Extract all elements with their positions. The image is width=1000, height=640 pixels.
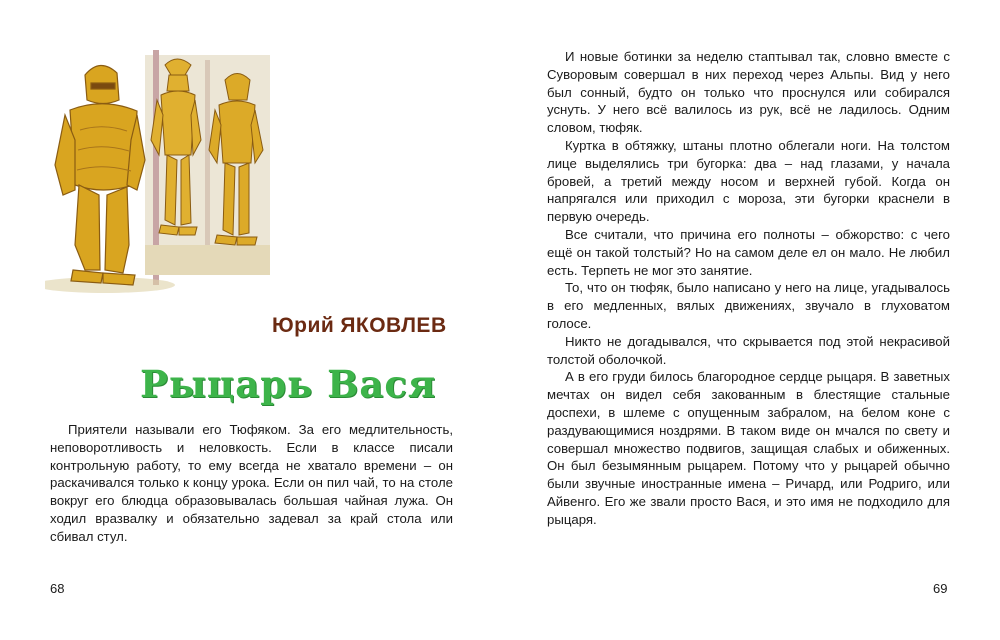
knight-armor-illustration bbox=[45, 45, 275, 293]
paragraph: Куртка в обтяжку, штаны плотно облегали ноги. На толстом лице выделялись три бугорка: два – над глазами, у начала бровей, а третий между носом и верхней губой. Когда он напрягался или приходил с мороза, эти бугорки краснели в первую очередь. bbox=[547, 137, 950, 225]
page-number-right: 69 bbox=[933, 581, 948, 596]
author-last-name: ЯКОВЛЕВ bbox=[340, 314, 447, 337]
paragraph: Никто не догадывался, что скрывается под этой некрасивой толстой оболочкой. bbox=[547, 333, 950, 367]
paragraph: Все считали, что причина его полноты – обжорство: с чего ещё он такой толстый? Но на самом деле ел он мало. Не любил есть. Терпеть не мог это занятие. bbox=[547, 226, 950, 278]
paragraph: То, что он тюфяк, было написано у него на лице, угадывалось в его медленных, вялых движениях, звучало в глуховатом голосе. bbox=[547, 280, 950, 331]
left-body-text bbox=[50, 421, 453, 546]
paragraph: Приятели называли его Тюфяком. За его медлительность, неповоротливость и неловкость. Если в классе писали контрольную работу, то ему всегда не хватало времени – он раскачивался только к концу урока. Если он пил чай, то на столе вокруг его блюдца образовывалась большая чайная лужа. Он ходил вразвалку и обязательно задевал за край стола или сбивал стул. bbox=[50, 422, 453, 544]
author-name bbox=[272, 314, 447, 338]
right-page bbox=[500, 0, 1000, 640]
author-first-name: Юрий bbox=[272, 314, 335, 337]
paragraph: И новые ботинки за неделю стаптывал так, словно вместе с Суворовым совершал в них переход через Альпы. Вид у него был сонный, будто он только что проснулся или собирался уснуть. У него всё валилось из рук, всё не ладилось. Одним словом, тюфяк. bbox=[547, 49, 950, 136]
right-body-text bbox=[547, 48, 950, 529]
page-number-left: 68 bbox=[50, 581, 65, 596]
paragraph: А в его груди билось благородное сердце рыцаря. В заветных мечтах он видел себя закованным в блестящие стальные доспехи, в шлеме с опущенным забралом, на белом коне с раздувающимися ноздрями. В таком виде он мчался по свету и совершал множество подвигов, защищая слабых и обиженных. Он был безымянным рыцарем. Потому что у рыцарей обычно были звучные иностранные имена – Ричард, или Родриго, или Айвенго. Его же звали просто Вася, и это имя не подходило для рыцаря. bbox=[547, 369, 950, 527]
story-title: Рыцарь Вася bbox=[140, 362, 437, 406]
